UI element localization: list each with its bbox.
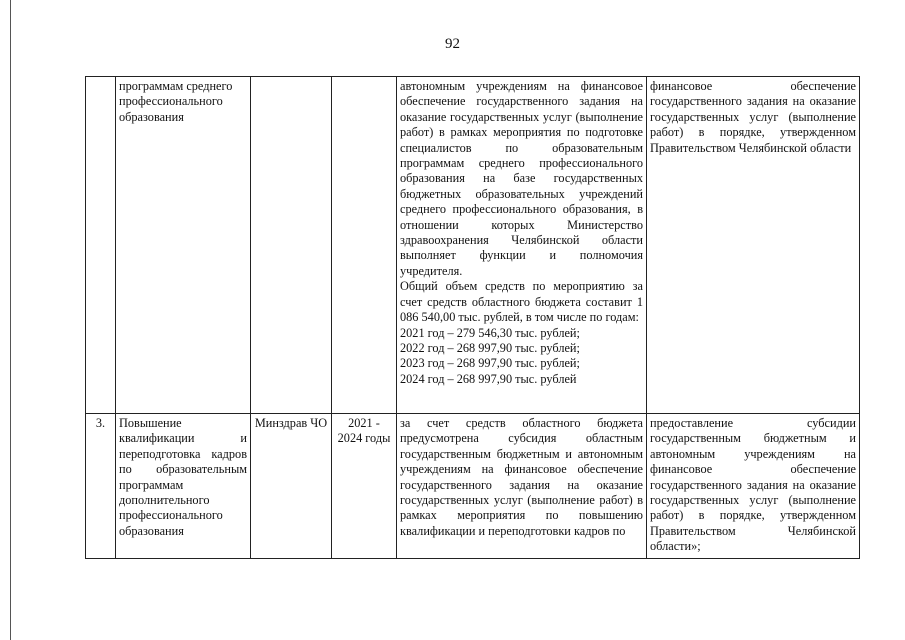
description-paragraph: Общий объем средств по мероприятию за счет средств областного бюджета составит 1 086 540,00 тыс. рублей, в том числе по годам: xyxy=(400,279,643,325)
page-edge-line xyxy=(10,0,11,640)
description-paragraph: автономным учреждениям на финансовое обеспечение государственного задания на оказание государственных услуг (выполнение работ) в рамках мероприятия по подготовке специалистов по образовательным программам среднего профессионального образования на базе государственных бюджетных образовательных учреждений среднего профессионального образования, в отношении которых Министерство здравоохранения Челябинской области выполняет функции и полномочия учредителя. xyxy=(400,79,643,278)
description-paragraph: за счет средств областного бюджета предусмотрена субсидия областным государственным бюджетным и автономным учреждениям на финансовое обеспечение государственного задания на оказание государственных услуг (выполнение работ) в рамках мероприятия по повышению квалификации и переподготовки кадров по xyxy=(400,416,643,538)
mechanism-cell: финансовое обеспечение государственного задания на оказание государственных услуг (выполнение работ) в порядке, утвержденном Правительством Челябинской области xyxy=(647,77,860,414)
table-row xyxy=(86,414,860,559)
description-paragraph: 2021 год – 279 546,30 тыс. рублей; xyxy=(400,325,580,340)
description-cell xyxy=(397,77,647,414)
page-number: 92 xyxy=(445,36,460,52)
period-cell: 2021 - 2024 годы xyxy=(332,414,397,559)
executor-cell xyxy=(251,77,332,414)
row-number-cell: 3. xyxy=(86,414,116,559)
measure-name-cell: Повышение квалификации и переподготовка кадров по образовательным программам дополнительного профессионального образования xyxy=(116,414,251,559)
program-table xyxy=(85,76,860,559)
description-cell xyxy=(397,414,647,559)
executor-cell: Минздрав ЧО xyxy=(251,414,332,559)
table-row xyxy=(86,77,860,414)
description-paragraph: 2022 год – 268 997,90 тыс. рублей; xyxy=(400,340,580,355)
row-number-cell xyxy=(86,77,116,414)
description-paragraph: 2024 год – 268 997,90 тыс. рублей xyxy=(400,371,577,386)
measure-name-cell: программам среднего профессионального образования xyxy=(116,77,251,414)
description-paragraph: 2023 год – 268 997,90 тыс. рублей; xyxy=(400,356,580,371)
mechanism-cell: предоставление субсидии государственным бюджетным и автономным учреждениям на финансовое обеспечение государственного задания на оказание государственных услуг (выполнение работ) в порядке, утвержденном Правительством Челябинской области»; xyxy=(647,414,860,559)
period-cell xyxy=(332,77,397,414)
